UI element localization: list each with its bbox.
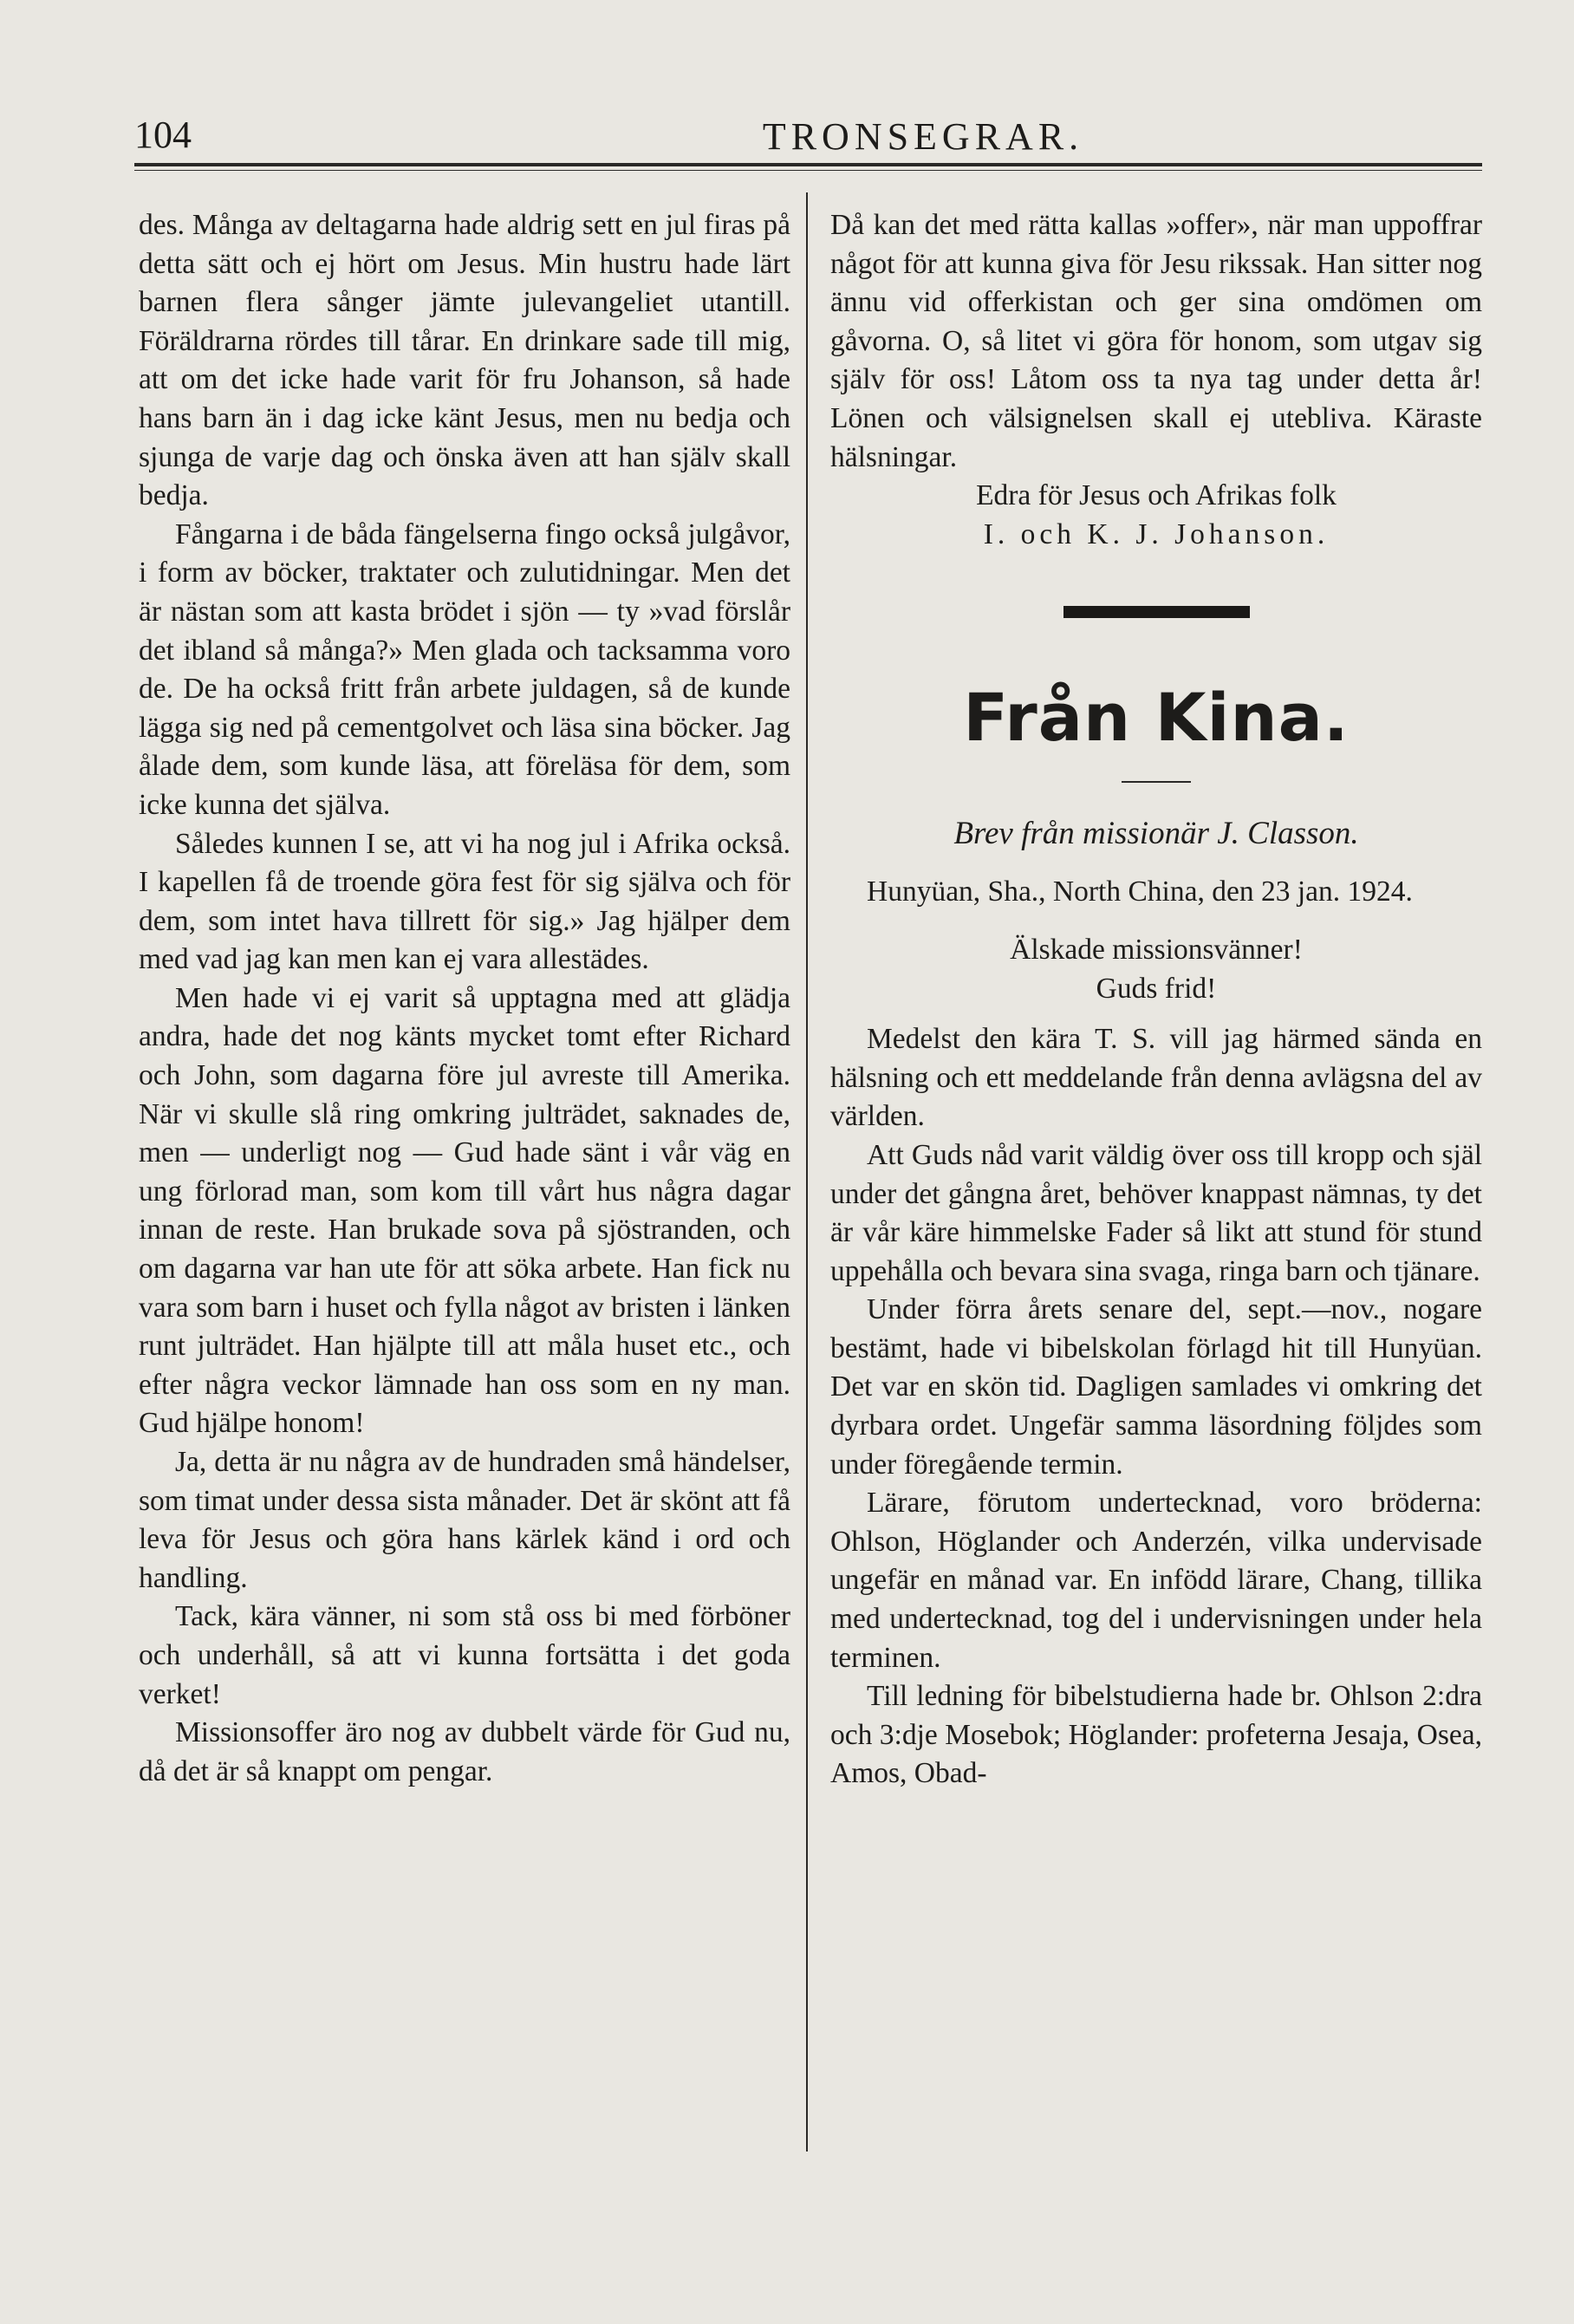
section-heading: Från Kina. xyxy=(963,679,1350,757)
dateline: Hunyüan, Sha., North China, den 23 jan. 1924. xyxy=(867,876,1413,908)
paragraph: Tack, kära vänner, ni som stå oss bi med förböner och underhåll, så att vi kunna fortsätta i det goda verket! xyxy=(139,1600,790,1710)
paragraph: Under förra årets senare del, sept.—nov., nogare bestämt, hade vi bibelskolan förlagd hit till Hunyüan. Det var en skön tid. Dagligen samlades vi omkring det dyrbara ordet. Ungefär samma läsordning följdes som under föregående termin. xyxy=(830,1293,1482,1481)
header-rule xyxy=(134,163,1482,166)
section-subtitle: Brev från missionär J. Classon. xyxy=(953,816,1359,852)
paragraph: Men hade vi ej varit så upptagna med att glädja andra, hade det nog känts mycket tomt efter Richard och John, som dagarna före jul avreste till Amerika. När vi skulle slå ring omkring julträdet, saknades de, men — underligt nog — Gud hade sänt i vår väg en ung förlorad man, som kom till vårt hus några dagar innan de reste. Han brukade sova på sjöstranden, och om dagarna var han ute för att söka arbete. Han fick nu vara som barn i huset och fylla något av bristen i länken runt julträdet. Han hjälpte till att måla huset etc., och efter några veckor lämnade han oss som en ny man. Gud hjälpe honom! xyxy=(139,981,790,1440)
paragraph: des. Många av deltagarna hade aldrig sett en jul firas på detta sätt och ej hört om Jesus. Min hustru hade lärt barnen flera sånger jämte julevangeliet utantill. Föräldrarna rördes till tårar. En drinkare sade till mig, att om det icke hade varit för fru Johanson, så hade hans barn än i dag icke känt Jesus, men nu bedja och sjunga de varje dag och önska även att han själv skall bedja. xyxy=(139,209,790,512)
paragraph: Lärare, förutom undertecknad, voro bröderna: Ohlson, Höglander och Anderzén, vilka undervisade ungefär en månad var. En infödd lärare, Chang, tillika med undertecknad, tog del i undervisningen under hela terminen. xyxy=(830,1487,1482,1674)
paragraph: Medelst den kära T. S. vill jag härmed sända en hälsning och ett meddelande från denna avlägsna del av världen. xyxy=(830,1023,1482,1133)
greeting: Guds frid! xyxy=(1096,972,1217,1005)
page-number: 104 xyxy=(134,114,192,156)
paragraph: Att Guds nåd varit väldig över oss till kropp och själ under det gångna året, behöver knappast nämnas, ty det är vår käre himmelske Fader så likt att stund för stund uppehålla och bevara sina svaga, ringa barn och tjänare. xyxy=(830,1138,1482,1287)
section-divider-bar xyxy=(1063,606,1250,618)
signature: I. och K. J. Johanson. xyxy=(983,518,1330,550)
paragraph: Ja, detta är nu några av de hundraden små händelser, som timat under dessa sista månader. Det är skönt att få leva för Jesus och göra hans kärlek känd i ord och handling. xyxy=(139,1446,790,1594)
header-rule-thin xyxy=(134,170,1482,171)
paragraph: Missionsoffer äro nog av dubbelt värde för Gud nu, då det är så knappt om pengar. xyxy=(139,1716,790,1787)
running-title: TRONSEGRAR. xyxy=(762,115,1084,158)
paragraph: Således kunnen I se, att vi ha nog jul i Afrika också. I kapellen få de troende göra fest för sig själva och för dem, som intet hava tillrett för sig.» Jag hjälper dem med vad jag kan men kan ej vara allestädes. xyxy=(139,827,790,976)
column-divider xyxy=(806,192,808,2151)
left-column xyxy=(139,206,790,1791)
paragraph: Fångarna i de båda fängelserna fingo också julgåvor, i form av böcker, traktater och zulutidningar. Men det är nästan som att kasta brödet i sjön — ty »vad förslår det ibland så många?» Men glada och tacksamma voro de. De ha också fritt från arbete juldagen, så de kunde lägga sig ned på cementgolvet och läsa sina böcker. Jag ålade dem, som kunde läsa, att föreläsa för dem, som icke kunna det själva. xyxy=(139,518,790,821)
paragraph: Till ledning för bibelstudierna hade br. Ohlson 2:dra och 3:dje Mosebok; Höglander: profeterna Jesaja, Osea, Amos, Obad- xyxy=(830,1680,1482,1790)
page-header xyxy=(134,113,1482,173)
right-column xyxy=(830,206,1482,1793)
closing-line: Edra för Jesus och Afrikas folk xyxy=(976,479,1337,512)
heading-rule xyxy=(1122,781,1191,783)
opening-paragraph: Då kan det med rätta kallas »offer», när man uppoffrar något för att kunna giva för Jesu rikssak. Han sitter nog ännu vid offerkistan och ger sina omdömen om gåvorna. O, så litet vi göra för honom, som utgav sig själv för oss! Låtom oss ta nya tag under detta år! Lönen och välsignelsen skall ej utebliva. Käraste hälsningar. xyxy=(830,209,1482,473)
salutation: Älskade missionsvänner! xyxy=(1010,933,1303,966)
